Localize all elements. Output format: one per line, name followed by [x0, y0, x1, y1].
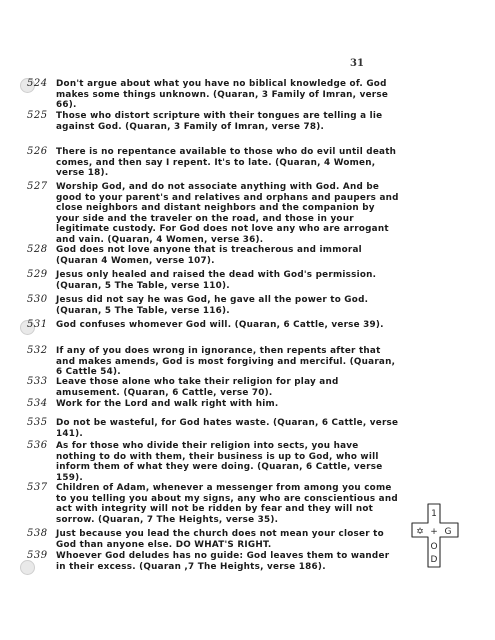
entry-text: Whoever God deludes has no guide: God leaves them to wander in their excess. (Quaran ,7 The Heights, verse 186).	[56, 551, 390, 572]
entry-text: Leave those alone who take their religion for play and amusement. (Quaran, 6 Cattle, verse 70).	[56, 377, 339, 398]
entry-number: 524	[27, 78, 48, 89]
entry-number: 528	[27, 244, 48, 255]
entry-text: If any of you does wrong in ignorance, then repents after that and makes amends, God is most forgiving and merciful. (Quaran, 6 Cattle 54).	[56, 346, 396, 378]
cross-drawing	[410, 503, 462, 569]
entry-number: 526	[27, 146, 48, 157]
entry-number: 534	[27, 398, 48, 409]
entry-number: 535	[27, 417, 48, 428]
entry-text: Jesus did not say he was God, he gave all the power to God. (Quaran, 5 The Table, verse 116).	[56, 295, 369, 316]
entry-text: Jesus only healed and raised the dead with God's permission. (Quaran, 5 The Table, verse 110).	[56, 270, 377, 291]
entry-number: 527	[27, 181, 48, 192]
cross-d-glyph: D	[430, 555, 438, 565]
cross-o-glyph: O	[430, 542, 438, 552]
entry-number: 536	[27, 440, 48, 451]
entry-number: 532	[27, 345, 48, 356]
entry-text: Children of Adam, whenever a messenger from among you come to you telling you about my signs, any who are conscientious and act with integrity will not be ridden by fear and they will not sorrow. (Quaran, 7 The Heights, verse 35).	[56, 483, 398, 525]
hand-drawn-cross	[410, 503, 462, 573]
entry-number: 539	[27, 550, 48, 561]
entry-number: 533	[27, 376, 48, 387]
entry-number: 529	[27, 269, 48, 280]
cross-plus-glyph: +	[430, 527, 438, 537]
entry-number: 537	[27, 482, 48, 493]
entry-text: God does not love anyone that is treacherous and immoral (Quaran 4 Women, verse 107).	[56, 245, 362, 266]
star-of-david-icon: ✡	[416, 527, 424, 537]
cross-g-glyph: G	[444, 527, 452, 537]
entry-number: 525	[27, 110, 48, 121]
entry-text: Those who distort scripture with their tongues are telling a lie against God. (Quaran, 3 Family of Imran, verse 78).	[56, 111, 383, 132]
entry-text: As for those who divide their religion into sects, you have nothing to do with them, their business is up to God, who will inform them of what they were doing. (Quaran, 6 Cattle, verse 159).	[56, 441, 383, 483]
entry-text: Just because you lead the church does not mean your closer to God than anyone else. DO WHAT'S RIGHT.	[56, 529, 384, 550]
entry-number: 531	[27, 319, 48, 330]
entry-number: 538	[27, 528, 48, 539]
cross-top-glyph: 1	[431, 509, 437, 519]
page-number: 31	[350, 58, 364, 69]
entry-text: God confuses whomever God will. (Quaran, 6 Cattle, verse 39).	[56, 320, 384, 330]
entry-text: Don't argue about what you have no biblical knowledge of. God makes some things unknown. (Quaran, 3 Family of Imran, verse 66).	[56, 79, 389, 111]
entry-text: Do not be wasteful, for God hates waste. (Quaran, 6 Cattle, verse 141).	[56, 418, 399, 439]
binder-hole	[20, 560, 35, 575]
entry-number: 530	[27, 294, 48, 305]
entry-text: Worship God, and do not associate anything with God. And be good to your parent's and relatives and orphans and paupers and close neighbors and distant neighbors and the companion by your side and the traveler on the road, and those in your legitimate custody. For God does not love any who are arrogant and vain. (Quaran, 4 Women, verse 36).	[56, 182, 399, 245]
entry-text: Work for the Lord and walk right with him.	[56, 399, 279, 409]
entry-text: There is no repentance available to those who do evil until death comes, and then say I repent. It's to late. (Quaran, 4 Women, verse 18).	[56, 147, 397, 179]
